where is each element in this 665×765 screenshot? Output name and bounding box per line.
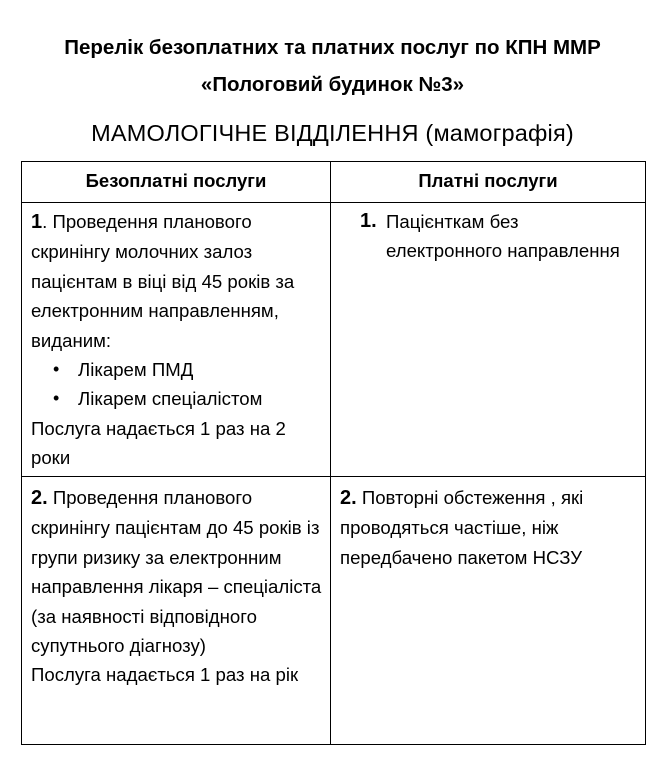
list-item [51,355,322,384]
list-item-label: Лікарем спеціалістом [78,388,263,410]
service-description: Пацієнткам без електронного направлення [386,211,620,262]
bullet-icon: • [53,359,60,380]
free-service-cell [22,203,331,477]
service-description: Проведення планового скринінгу пацієнтам до 45 років із групи ризику за електронним направлення лікаря – спеціаліста (за наявності відповідного супутнього діагнозу) [31,487,322,657]
document-title-line1: Перелік безоплатних та платних послуг по КПН ММР [64,36,601,59]
item-number: 1 [31,211,43,233]
frequency-note: Послуга надається 1 раз на рік [31,664,299,686]
free-service-cell [22,477,331,745]
item-number: 1. [360,210,377,232]
table-row [22,203,646,477]
paid-service-cell [331,203,646,477]
item-number: 2. [340,487,357,509]
list-item-label: Лікарем ПМД [78,359,194,381]
frequency-note: Послуга надається 1 раз на 2 роки [31,417,286,469]
column-header-free: Безоплатні послуги [22,162,331,203]
table-header-row [22,162,646,203]
item-number: 2. [31,487,48,509]
services-table [21,161,646,745]
column-header-paid: Платні послуги [331,162,646,203]
department-heading: МАМОЛОГІЧНЕ ВІДДІЛЕННЯ (мамографія) [91,120,574,146]
list-item [51,384,322,413]
paid-service-cell [331,477,646,745]
service-description: . Проведення планового скринінгу молочних залоз пацієнтам в віці від 45 років за електронним направленням, виданим: [31,211,295,351]
referral-list [31,355,322,414]
table-row [22,477,646,745]
document-title-line2: «Пологовий будинок №3» [200,73,465,96]
bullet-icon: • [53,388,60,409]
service-description: Повторні обстеження , які проводяться частіше, ніж передбачено пакетом НСЗУ [340,487,584,568]
